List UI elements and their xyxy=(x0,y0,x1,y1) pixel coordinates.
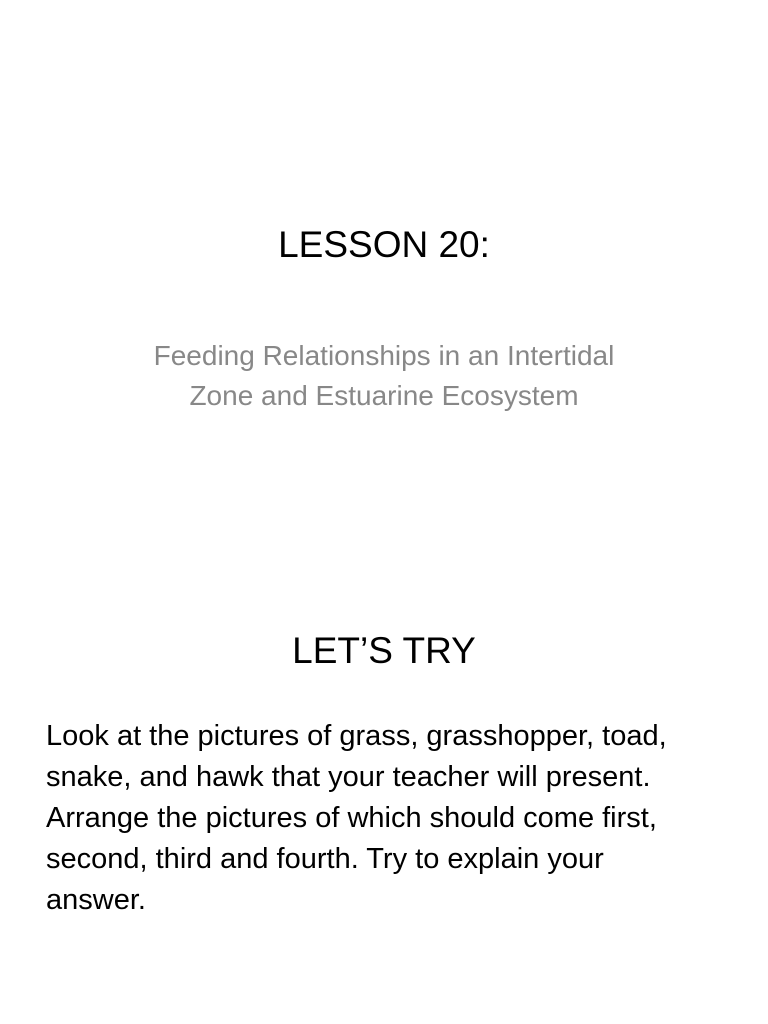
lesson-subtitle-line-1: Feeding Relationships in an Intertidal xyxy=(153,340,615,371)
lesson-subtitle-line-2: Zone and Estuarine Ecosystem xyxy=(189,380,579,411)
slide-lets-try xyxy=(0,512,768,1024)
lets-try-body-line-1: Look at the pictures of grass, grasshopper, toad, xyxy=(46,720,667,752)
lets-try-body-line-5: answer. xyxy=(46,884,146,916)
lesson-title: LESSON 20: xyxy=(278,224,490,265)
lesson-subtitle xyxy=(84,336,684,416)
lets-try-title: LET’S TRY xyxy=(292,630,476,671)
lets-try-body-line-3: Arrange the pictures of which should come first, xyxy=(46,802,657,834)
lets-try-body-line-2: snake, and hawk that your teacher will present. xyxy=(46,761,651,793)
lets-try-body xyxy=(46,716,736,921)
lets-try-body-line-4: second, third and fourth. Try to explain your xyxy=(46,843,604,875)
